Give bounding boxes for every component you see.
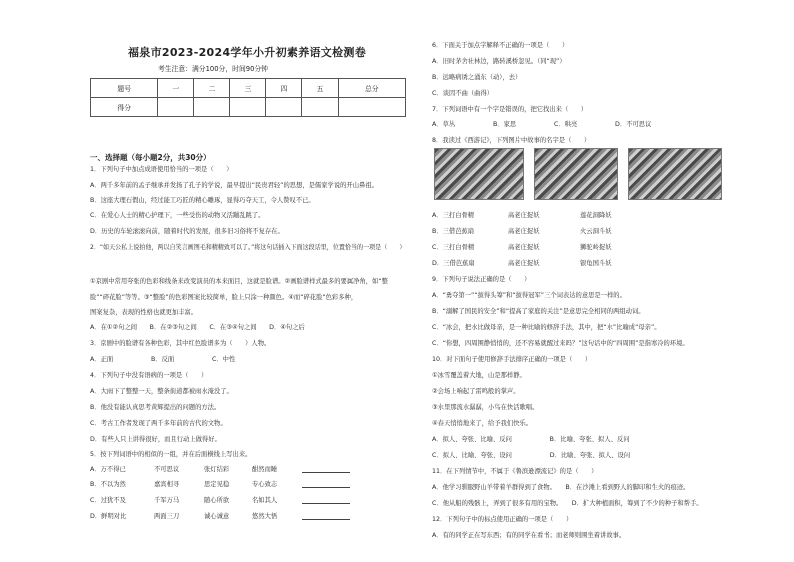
score-row-label: 得分 bbox=[91, 98, 158, 117]
q8-option-cell: D．三借芭蕉扇 bbox=[432, 260, 475, 267]
q8-option-cell: 高老庄捉妖 bbox=[508, 260, 540, 267]
answer-options: A．正面 B．反面 C．中性 bbox=[90, 356, 236, 363]
question-line: ①京剧中常用夸张的色彩和线条来改变演员的本来面目，这就是脸谱。②画脸谱样式最多的要属净角，如“整 bbox=[90, 278, 388, 285]
idiom-cell: 张灯结彩 bbox=[204, 466, 230, 473]
answer-option: A．大雨下了整整一天，整条街道都被雨水淹没了。 bbox=[90, 388, 233, 395]
sentence-item: ④春天悄悄地来了，给予我们快乐。 bbox=[432, 420, 533, 427]
question-line: 3．京剧中的脸谱有各种色彩，其中红色脸谱多为（ ）人物。 bbox=[90, 340, 271, 347]
answer-options: C．他从船的残骸上，弄到了很多有用的宝物。 D．扩大种植面积，筹到了不少的种子和帮手。 bbox=[432, 500, 703, 507]
answer-options: C．拟人、比喻、夸张、设问 D．比喻、夸张、拟人、设问 bbox=[432, 452, 631, 459]
question-line: 5．按下列词语中的相似的一组，并在后面横线上写出来。 bbox=[90, 451, 252, 458]
q8-option-cell: 银龟国斗妖 bbox=[580, 260, 612, 267]
answer-blank[interactable] bbox=[302, 497, 350, 507]
score-header-cell: 一 bbox=[158, 79, 194, 98]
idiom-cell: 悠然大悟 bbox=[252, 513, 278, 520]
idiom-cell: A．万不得已 bbox=[90, 466, 126, 473]
section-heading: 一、选择题（每小题2分，共30分） bbox=[90, 153, 211, 162]
score-cell[interactable] bbox=[266, 98, 302, 117]
question-line: 7．下列词语中有一个字是错误的，把它找出来（ ） bbox=[432, 106, 588, 113]
idiom-cell: 嘉宾相寻 bbox=[154, 481, 180, 488]
idiom-cell: 诚心诚意 bbox=[204, 513, 230, 520]
question-line: B．这座大理石假山，经过能工巧匠的精心雕琢，显得巧夺天工，令人赞叹不已。 bbox=[90, 197, 315, 204]
score-table bbox=[90, 78, 406, 117]
question-line: 4．下列句子中没有语病的一项是（ ） bbox=[90, 372, 208, 379]
idiom-cell: 千军万马 bbox=[154, 497, 180, 504]
answer-option: A．有的同学正在写东西；有的同学在看书；而老师则围坐着讲故事。 bbox=[432, 532, 626, 539]
question-line: 1．下列句子中加点成语使用恰当的一项是（ ） bbox=[90, 166, 233, 173]
question-line: A．两千多年前的孟子继承并发扬了孔子的学说，最早提出“民贵君轻”的思想，是儒家学说的开山鼻祖。 bbox=[90, 182, 378, 189]
q8-option-cell: C．三打白骨精 bbox=[432, 244, 475, 251]
question-line: 10．对下面句子使用修辞手法排序正确的一项是（ ） bbox=[432, 356, 592, 363]
sentence-item: ①冰雪覆盖着大地，山是那样静。 bbox=[432, 372, 526, 379]
question-line: D．历史的车轮滚滚向前，随着时代的发展，很多旧习俗将不复存在。 bbox=[90, 228, 284, 235]
q8-option-cell: 高老庄捉妖 bbox=[508, 228, 540, 235]
q8-option-cell: 莲花洞降妖 bbox=[580, 212, 612, 219]
story-illustration-3 bbox=[628, 148, 722, 200]
score-cell[interactable] bbox=[302, 98, 338, 117]
idiom-cell: 不可思议 bbox=[154, 466, 180, 473]
question-line: 2．“如天公私上说拍他，两以自笑言画图毛和精精致可以了。”将这句话插入下面这段话里，位置恰当的一项是（ ） bbox=[90, 244, 406, 251]
answer-options: A．他学习驯服野山羊带着羊群得到了食物。 B．在沙滩上看到野人的脚印和生火的痕迹。 bbox=[432, 484, 690, 491]
answer-blank[interactable] bbox=[302, 466, 350, 476]
answer-option: A．“勇夺第一”“拔得头筹”和“拔得冠军”三个词表达的意思是一样的。 bbox=[432, 292, 626, 299]
score-header-cell: 二 bbox=[194, 79, 230, 98]
score-cell[interactable] bbox=[194, 98, 230, 117]
q8-option-cell: B．三借芭蕉扇 bbox=[432, 228, 475, 235]
score-header-cell: 三 bbox=[230, 79, 266, 98]
score-header-cell: 总分 bbox=[338, 79, 406, 98]
answer-option: C．“冰会，把水比做母亲，是一种比喻的修辞手法，其中，把“水”比喻成“母亲”。 bbox=[432, 324, 661, 331]
score-cell[interactable] bbox=[230, 98, 266, 117]
idiom-cell: 两面三刀 bbox=[154, 513, 180, 520]
sentence-item: ②会场上响起了雷鸣般的掌声。 bbox=[432, 388, 520, 395]
question-line: 图案复杂，表现的性格也就更加丰富。 bbox=[90, 309, 198, 316]
answer-option: B．他没有能认真思考黄辉提出的问题的方法。 bbox=[90, 404, 221, 411]
question-line: 8．我读过《西游记》，下列图片中故事的名字是（ ） bbox=[432, 137, 591, 144]
answer-option: A．旧时茅舍社林边，路转溪桥忽见。（同“现”） bbox=[432, 58, 566, 65]
score-cell[interactable] bbox=[158, 98, 194, 117]
q8-option-cell: 火云洞斗妖 bbox=[580, 228, 612, 235]
question-line: 9．下列句子说法正确的是（ ） bbox=[432, 276, 531, 283]
answer-option: C．谈因不曲（曲得） bbox=[432, 90, 494, 97]
idiom-cell: D．鲜明对比 bbox=[90, 513, 127, 520]
idiom-cell: 酣然而睡 bbox=[252, 466, 278, 473]
exam-title: 福泉市2023-2024学年小升初素养语文检测卷 bbox=[128, 46, 366, 59]
story-illustration-2 bbox=[534, 148, 618, 200]
answer-options: A．在①②句之间 B．在②③句之间 C．在③④句之间 D．④句之后 bbox=[90, 324, 305, 331]
answer-option: C．“你想，四周围静悄悄的，还不容易就醒过来吗？”这句话中的“四周围”是指寒冷的环境。 bbox=[432, 340, 689, 347]
score-header-cell: 五 bbox=[302, 79, 338, 98]
question-line: 11．在下列情节中，不属于《鲁滨逊漂流记》的是（ ） bbox=[432, 468, 598, 475]
question-line: 脸”“碎花脸”等等。③“整脸”的色彩图案比较简单，脸上只涂一种颜色。④而“碎花脸”色彩多种， bbox=[90, 294, 358, 301]
answer-options: A．拟人、夸张、比喻、反问 B．比喻、夸张、拟人、反问 bbox=[432, 436, 630, 443]
idiom-cell: 随心所欲 bbox=[204, 497, 230, 504]
q8-option-cell: 狮驼岭捉妖 bbox=[580, 244, 612, 251]
score-cell[interactable] bbox=[338, 98, 406, 117]
question-line: 6．下面关于加点字解释不正确的一项是（ ） bbox=[432, 42, 569, 49]
q8-option-cell: 高老庄捉妖 bbox=[508, 212, 540, 219]
idiom-cell: 思定见稳 bbox=[204, 481, 230, 488]
question-line: C．在爱心人士的精心护理下，一些受伤的动物又活蹦乱跳了。 bbox=[90, 212, 265, 219]
answer-option: C．考古工作者发现了两千多年前的古代的文物。 bbox=[90, 420, 227, 427]
score-header-cell: 题号 bbox=[91, 79, 158, 98]
answer-option: B．“溺解了国民的安全”和“提高了家庭的关注”是意思完全相同的两组动词。 bbox=[432, 308, 645, 315]
q8-option-cell: 高老庄捉妖 bbox=[508, 244, 540, 251]
answer-blank[interactable] bbox=[302, 513, 350, 523]
exam-note: 考生注意：满分100分，时间90分钟 bbox=[158, 65, 268, 73]
score-table-score-row bbox=[91, 98, 406, 117]
idiom-cell: C．过犹不及 bbox=[90, 497, 126, 504]
answer-options: A．草丛 B．家思 C．哄亮 D．不可思议 bbox=[432, 121, 652, 128]
answer-blank[interactable] bbox=[302, 481, 350, 491]
idiom-cell: 专心致志 bbox=[252, 481, 278, 488]
answer-option: D．有些人只上讲得很好，而且行动上做得好。 bbox=[90, 436, 221, 443]
idiom-cell: B．不以为然 bbox=[90, 481, 126, 488]
score-table-header-row bbox=[91, 79, 406, 98]
question-line: 12．下列句子中的标点使用正确的一项是（ ） bbox=[432, 516, 573, 523]
q8-option-cell: A．三打白骨精 bbox=[432, 212, 475, 219]
idiom-cell: 名如其人 bbox=[252, 497, 278, 504]
score-header-cell: 四 bbox=[266, 79, 302, 98]
story-illustration-1 bbox=[434, 148, 524, 200]
answer-option: B．远略病诱之涌东（动），去） bbox=[432, 74, 522, 81]
sentence-item: ③水里那流水潺潺，小鸟在快活歌唱。 bbox=[432, 404, 539, 411]
